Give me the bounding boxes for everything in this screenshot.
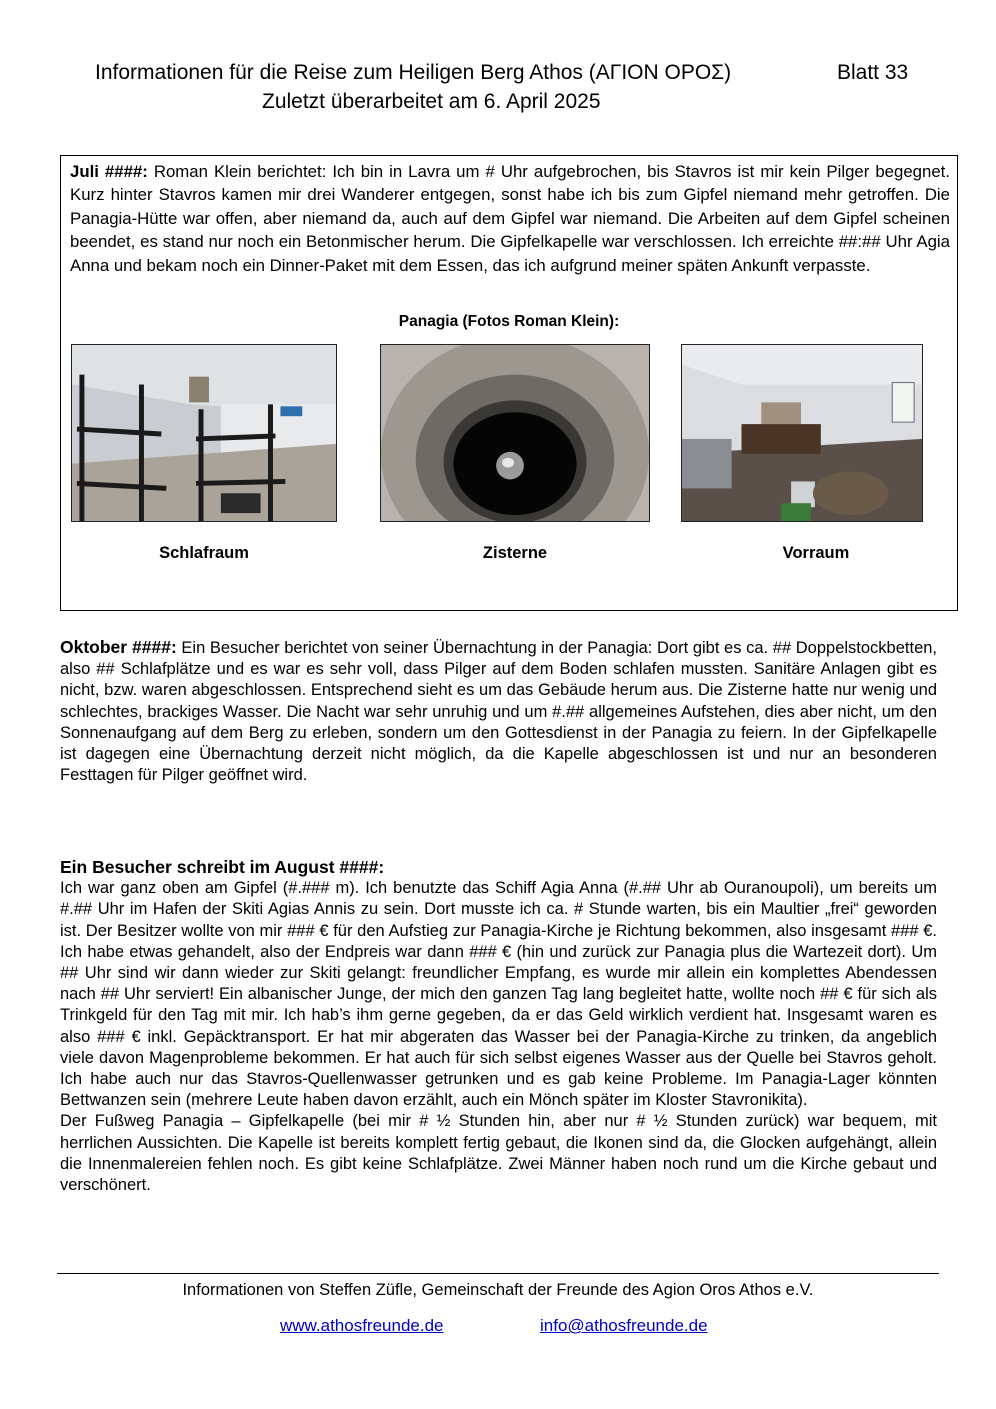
july-body: Roman Klein berichtet: Ich bin in Lavra um # Uhr aufgebrochen, bis Stavros ist mir kein Pilger begegnet. Kurz hinter Stavros kamen mir drei Wanderer entgegen, sonst habe ich bis zum Gipfel niemand mehr getroffen. Die Panagia-Hütte war offen, aber niemand da, auch auf dem Gipfel war niemand. Die Arbeiten auf dem Gipfel scheinen beendet, es stand nur noch ein Betonmischer herum. Die Gipfelkapelle war verschlossen. Ich erreichte ##:## Uhr Agia Anna und bekam noch ein Dinner-Paket mit dem Essen, das ich aufgrund meiner späten Ankunft verpasste. [70,162,950,275]
dormitory-image [72,345,336,521]
august-title: Ein Besucher schreibt im August ####: [60,857,385,877]
photo-dormitory [71,344,337,522]
email-link[interactable]: info@athosfreunde.de [540,1316,708,1335]
sheet-number: Blatt 33 [837,61,909,84]
august-body-1: Ich war ganz oben am Gipfel (#.### m). Ich benutzte das Schiff Agia Anna (#.## Uhr ab Ouranoupoli), um bereits um #.## Uhr im Hafen der Skiti Agias Annis zu sein. Dort musste ich ca. # Stunde warten, bis ein Maultier „frei“ geworden ist. Der Besitzer wollte von mir ### € für den Aufstieg zur Panagia-Kirche je Richtung bekommen, also insgesamt ### €. Ich habe etwas gehandelt, also der Endpreis war dann ### € (hin und zurück zur Panagia plus die Wartezeit dort). Um ## Uhr sind wir dann wieder zur Skiti gelangt: freundlicher Empfang, es wurde mir allein ein komplettes Abendessen nach ## Uhr serviert! Ein albanischer Junge, der mich den ganzen Tag lang begleitet hatte, wollte noch ## € für sich als Trinkgeld für den Tag mit mir. Ich hab’s ihm gerne gegeben, da er das Geld wirklich verdient hat. Insgesamt waren es also ### € inkl. Gepäcktransport. Er hat mir abgeraten das Wasser bei der Panagia-Kirche zu trinken, da angeblich viele davon Magenprobleme bekommen. Er hat auch für sich selbst eigenes Wasser aus der Quelle bei Stavros geholt. Ich habe auch nur das Stavros-Quellenwasser getrunken und es gab keine Probleme. Im Panagia-Lager könnten Bettwanzen sein (mehrere Leute haben davon erzählt, auch ein Mönch später im Kloster Stavronikita). [60,879,937,1110]
anteroom-image [682,345,922,521]
photo-label-dormitory: Schlafraum [159,544,249,562]
page-header-title [95,60,935,86]
august-report [60,857,937,1196]
photo-label-cistern: Zisterne [482,544,548,562]
july-lead: Juli ####: [70,162,148,181]
july-report-text [70,160,950,277]
photo-anteroom [681,344,923,522]
july-report-box [60,155,958,611]
website-link[interactable]: www.athosfreunde.de [280,1316,444,1335]
footer-credit: Informationen von Steffen Züfle, Gemeinschaft der Freunde des Agion Oros Athos e.V. [182,1281,814,1299]
photo-cistern [380,344,650,522]
october-report [60,637,937,786]
august-body-2: Der Fußweg Panagia – Gipfelkapelle (bei mir # ½ Stunden hin, aber nur # ½ Stunden zurück) war bequem, mit herrlichen Aussichten. Die Kapelle ist bereits komplett fertig gebaut, die Ikonen sind da, die Glocken aufgehängt, allein die Innenmalereien fehlen noch. Es gibt keine Schlafplätze. Zwei Männer haben noch rund um die Kirche gebaut und verschönert. [60,1112,937,1195]
cistern-image [381,345,649,521]
document-title: Informationen für die Reise zum Heiligen Berg Athos (ΑΓΙΟΝ ΟΡΟΣ) [95,61,732,84]
october-lead: Oktober ####: [60,637,177,657]
revision-date: Zuletzt überarbeitet am 6. April 2025 [262,90,601,113]
photos-caption: Panagia (Fotos Roman Klein): [398,313,620,330]
footer-divider [57,1273,939,1274]
october-body: Ein Besucher berichtet von seiner Übernachtung in der Panagia: Dort gibt es ca. ## Doppelstockbetten, also ## Schlafplätze und es war es sehr voll, dass Pilger auf dem Boden schlafen mussten. Sanitäre Anlagen gibt es nicht, bzw. waren abgeschlossen. Entsprechend sieht es um das Gebäude herum aus. Die Zisterne hatte nur wenig und schlechtes, brackiges Wasser. Die Nacht war sehr unruhig und um #.## allgemeines Aufstehen, dies aber nicht, um den Sonnenaufgang auf dem Berg zu erleben, sondern um den Gottesdienst in der Panagia zu feiern. In der Gipfelkapelle ist dagegen eine Übernachtung derzeit nicht möglich, da die Kapelle abgeschlossen ist und nur an besonderen Festtagen für Pilger geöffnet wird. [60,639,938,785]
photo-label-anteroom: Vorraum [782,544,850,562]
